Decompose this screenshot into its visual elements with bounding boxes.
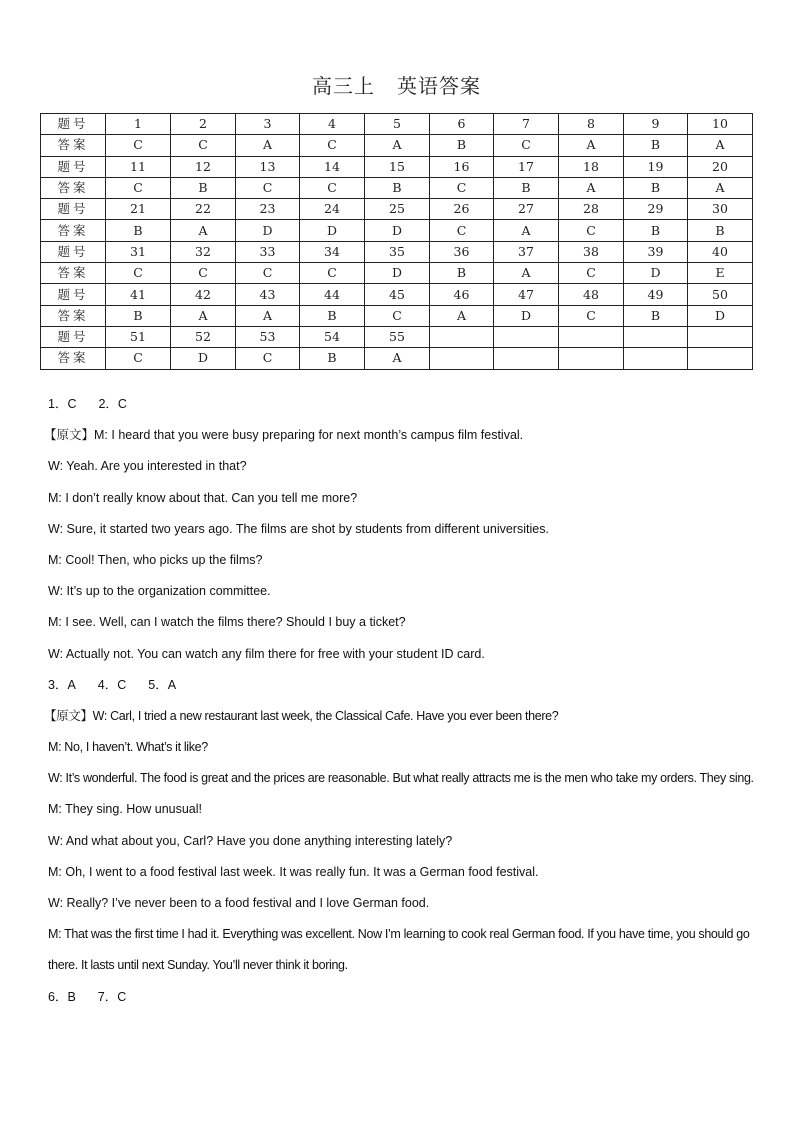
question-number-cell xyxy=(688,326,753,347)
question-number-cell: 28 xyxy=(559,199,624,220)
answer-cell: C xyxy=(236,177,300,198)
dialogue-text: M: That was the first time I had it. Everything was excellent. Now I’m learning to cook real German food. If you have time, you should go there. It lasts until next Sunday. You’ll never think it boring. xyxy=(48,926,750,972)
dialogue-text: W: It’s wonderful. The food is great and the prices are reasonable. But what really attracts me is the men who take my orders. They sing. xyxy=(48,770,754,785)
row-label: 题号 xyxy=(41,241,106,262)
question-number-cell: 42 xyxy=(171,284,236,305)
question-number-cell: 9 xyxy=(624,114,688,135)
answer-row xyxy=(41,348,753,369)
question-number-cell: 29 xyxy=(624,199,688,220)
answer-line xyxy=(48,986,758,1017)
row-label: 答案 xyxy=(41,305,106,326)
question-number-cell: 52 xyxy=(171,326,236,347)
answer-cell: C xyxy=(236,263,300,284)
question-number-row xyxy=(41,326,753,347)
question-number-cell: 24 xyxy=(300,199,365,220)
answer-cell: A xyxy=(559,135,624,156)
answer-cell: E xyxy=(688,263,753,284)
answer-cell: C xyxy=(559,305,624,326)
dialogue-text: M: Cool! Then, who picks up the films? xyxy=(48,552,263,567)
dialogue-text: W: Sure, it started two years ago. The films are shot by students from different universities. xyxy=(48,521,549,536)
dialogue-text: M: They sing. How unusual! xyxy=(48,802,203,817)
question-number-cell: 7 xyxy=(494,114,559,135)
transcript-line xyxy=(48,830,758,861)
row-label: 题号 xyxy=(41,284,106,305)
transcript-line xyxy=(48,549,758,580)
question-number-cell: 6 xyxy=(430,114,494,135)
question-number-cell: 37 xyxy=(494,241,559,262)
question-number-cell: 17 xyxy=(494,156,559,177)
answer-cell: B xyxy=(494,177,559,198)
question-number-cell: 55 xyxy=(365,326,430,347)
question-number-cell: 51 xyxy=(106,326,171,347)
answer-item: 2．C xyxy=(98,397,127,411)
question-number-row xyxy=(41,114,753,135)
answer-cell: B xyxy=(624,135,688,156)
answer-cell: B xyxy=(430,135,494,156)
question-number-cell: 25 xyxy=(365,199,430,220)
answer-item: 6．B xyxy=(48,989,76,1004)
dialogue-text: M: I see. Well, can I watch the films there? Should I buy a ticket? xyxy=(48,615,406,630)
answer-item: 5．A xyxy=(148,677,177,692)
dialogue-text: W: And what about you, Carl? Have you done anything interesting lately? xyxy=(48,833,453,848)
answer-cell: A xyxy=(365,135,430,156)
answer-cell xyxy=(559,348,624,369)
answer-cell: C xyxy=(300,263,365,284)
answer-cell: C xyxy=(106,177,171,198)
question-number-cell: 3 xyxy=(236,114,300,135)
question-number-cell: 54 xyxy=(300,326,365,347)
answer-row xyxy=(41,177,753,198)
question-number-cell: 36 xyxy=(430,241,494,262)
answer-cell: C xyxy=(430,220,494,241)
question-number-cell: 26 xyxy=(430,199,494,220)
answer-cell: D xyxy=(300,220,365,241)
question-number-cell: 34 xyxy=(300,241,365,262)
question-number-cell: 48 xyxy=(559,284,624,305)
answer-cell xyxy=(430,348,494,369)
answer-line xyxy=(48,393,758,424)
answer-cell: C xyxy=(106,263,171,284)
row-label: 答案 xyxy=(41,135,106,156)
question-number-cell: 50 xyxy=(688,284,753,305)
answer-row xyxy=(41,220,753,241)
answer-table xyxy=(40,113,753,370)
answer-cell: C xyxy=(365,305,430,326)
question-number-cell xyxy=(430,326,494,347)
answer-cell: C xyxy=(559,263,624,284)
question-number-cell xyxy=(494,326,559,347)
answer-cell: B xyxy=(624,177,688,198)
transcript-line xyxy=(44,424,758,455)
question-number-cell: 12 xyxy=(171,156,236,177)
answer-cell: A xyxy=(171,220,236,241)
answer-row xyxy=(41,305,753,326)
answer-cell: D xyxy=(171,348,236,369)
answer-cell: A xyxy=(171,305,236,326)
transcript-tag: 【原文】 xyxy=(44,707,93,723)
question-number-cell: 18 xyxy=(559,156,624,177)
transcript-tag: 【原文】 xyxy=(44,427,95,443)
answer-cell: B xyxy=(688,220,753,241)
dialogue-text: M: I don’t really know about that. Can you tell me more? xyxy=(48,490,358,505)
question-number-cell: 20 xyxy=(688,156,753,177)
answer-cell: C xyxy=(171,263,236,284)
row-label: 题号 xyxy=(41,114,106,135)
question-number-cell: 16 xyxy=(430,156,494,177)
answer-cell: B xyxy=(624,220,688,241)
question-number-cell: 45 xyxy=(365,284,430,305)
dialogue-text: M: I heard that you were busy preparing for next month’s campus film festival. xyxy=(94,428,524,443)
answer-cell: C xyxy=(559,220,624,241)
answer-line xyxy=(48,674,758,705)
question-number-cell: 38 xyxy=(559,241,624,262)
row-label: 题号 xyxy=(41,326,106,347)
answer-cell: A xyxy=(430,305,494,326)
transcript-line xyxy=(48,611,758,642)
question-number-cell: 33 xyxy=(236,241,300,262)
question-number-row xyxy=(41,199,753,220)
question-number-cell: 49 xyxy=(624,284,688,305)
answer-cell: D xyxy=(236,220,300,241)
dialogue-text: W: Actually not. You can watch any film there for free with your student ID card. xyxy=(48,646,485,661)
answer-cell: C xyxy=(494,135,559,156)
question-number-cell: 2 xyxy=(171,114,236,135)
question-number-cell: 5 xyxy=(365,114,430,135)
answer-cell: B xyxy=(365,177,430,198)
answer-cell: A xyxy=(236,135,300,156)
transcript-line xyxy=(48,861,758,892)
row-label: 答案 xyxy=(41,220,106,241)
transcript-line xyxy=(48,518,758,549)
question-number-cell: 4 xyxy=(300,114,365,135)
question-number-cell: 35 xyxy=(365,241,430,262)
question-number-cell: 23 xyxy=(236,199,300,220)
question-number-cell: 53 xyxy=(236,326,300,347)
answer-item: 3．A xyxy=(48,677,76,692)
row-label: 题号 xyxy=(41,199,106,220)
question-number-cell: 39 xyxy=(624,241,688,262)
answer-cell: A xyxy=(688,177,753,198)
page-title xyxy=(0,70,793,99)
answer-cell: C xyxy=(236,348,300,369)
transcript-line xyxy=(48,798,758,829)
answer-cell: A xyxy=(365,348,430,369)
answer-row xyxy=(41,135,753,156)
question-number-cell: 1 xyxy=(106,114,171,135)
answer-cell: B xyxy=(624,305,688,326)
title-grade: 高三上 xyxy=(312,74,375,98)
answer-explanations xyxy=(44,393,758,1017)
answer-item: 4．C xyxy=(97,677,127,692)
dialogue-text: W: It’s up to the organization committee. xyxy=(48,584,271,599)
row-label: 答案 xyxy=(41,348,106,369)
question-number-cell: 11 xyxy=(106,156,171,177)
question-number-cell: 15 xyxy=(365,156,430,177)
answer-cell: A xyxy=(494,263,559,284)
transcript-line xyxy=(44,705,758,736)
question-number-cell: 32 xyxy=(171,241,236,262)
answer-cell: C xyxy=(171,135,236,156)
answer-cell: A xyxy=(236,305,300,326)
answer-cell: D xyxy=(688,305,753,326)
answer-cell: C xyxy=(300,135,365,156)
answer-cell: D xyxy=(624,263,688,284)
answer-cell xyxy=(688,348,753,369)
answer-cell: B xyxy=(430,263,494,284)
answer-cell xyxy=(494,348,559,369)
dialogue-text: W: Yeah. Are you interested in that? xyxy=(48,459,247,474)
dialogue-text: M: Oh, I went to a food festival last week. It was really fun. It was a German food festival. xyxy=(48,864,539,879)
answer-cell: C xyxy=(106,348,171,369)
question-number-cell: 10 xyxy=(688,114,753,135)
row-label: 答案 xyxy=(41,177,106,198)
question-number-row xyxy=(41,156,753,177)
answer-cell: D xyxy=(365,220,430,241)
answer-row xyxy=(41,263,753,284)
title-subject: 英语答案 xyxy=(397,74,481,98)
question-number-cell: 40 xyxy=(688,241,753,262)
question-number-cell: 14 xyxy=(300,156,365,177)
transcript-line xyxy=(48,487,758,518)
answer-cell: B xyxy=(300,305,365,326)
transcript-line xyxy=(48,643,758,674)
question-number-cell: 8 xyxy=(559,114,624,135)
answer-cell: A xyxy=(559,177,624,198)
answer-cell: C xyxy=(106,135,171,156)
answer-cell: B xyxy=(300,348,365,369)
question-number-cell: 46 xyxy=(430,284,494,305)
answer-cell: B xyxy=(106,220,171,241)
question-number-cell xyxy=(624,326,688,347)
answer-cell: C xyxy=(300,177,365,198)
question-number-cell: 19 xyxy=(624,156,688,177)
row-label: 题号 xyxy=(41,156,106,177)
transcript-line xyxy=(48,455,758,486)
answer-cell: B xyxy=(106,305,171,326)
question-number-row xyxy=(41,284,753,305)
question-number-cell: 13 xyxy=(236,156,300,177)
question-number-row xyxy=(41,241,753,262)
answer-cell: D xyxy=(365,263,430,284)
transcript-line xyxy=(48,580,758,611)
row-label: 答案 xyxy=(41,263,106,284)
answer-cell: D xyxy=(494,305,559,326)
transcript-line xyxy=(48,763,758,794)
answer-cell xyxy=(624,348,688,369)
question-number-cell: 30 xyxy=(688,199,753,220)
answer-cell: B xyxy=(171,177,236,198)
question-number-cell: 31 xyxy=(106,241,171,262)
question-number-cell: 47 xyxy=(494,284,559,305)
question-number-cell: 41 xyxy=(106,284,171,305)
dialogue-text: M: No, I haven’t. What’s it like? xyxy=(48,740,208,755)
dialogue-text: W: Really? I’ve never been to a food festival and I love German food. xyxy=(48,896,430,911)
question-number-cell: 22 xyxy=(171,199,236,220)
transcript-line xyxy=(48,919,758,981)
question-number-cell: 43 xyxy=(236,284,300,305)
answer-cell: A xyxy=(494,220,559,241)
answer-cell: C xyxy=(430,177,494,198)
question-number-cell: 44 xyxy=(300,284,365,305)
question-number-cell: 21 xyxy=(106,199,171,220)
question-number-cell xyxy=(559,326,624,347)
answer-cell: A xyxy=(688,135,753,156)
question-number-cell: 27 xyxy=(494,199,559,220)
dialogue-text: W: Carl, I tried a new restaurant last week, the Classical Cafe. Have you ever been there? xyxy=(92,708,559,723)
answer-item: 7．C xyxy=(97,989,127,1004)
answer-item: 1．C xyxy=(48,397,77,411)
